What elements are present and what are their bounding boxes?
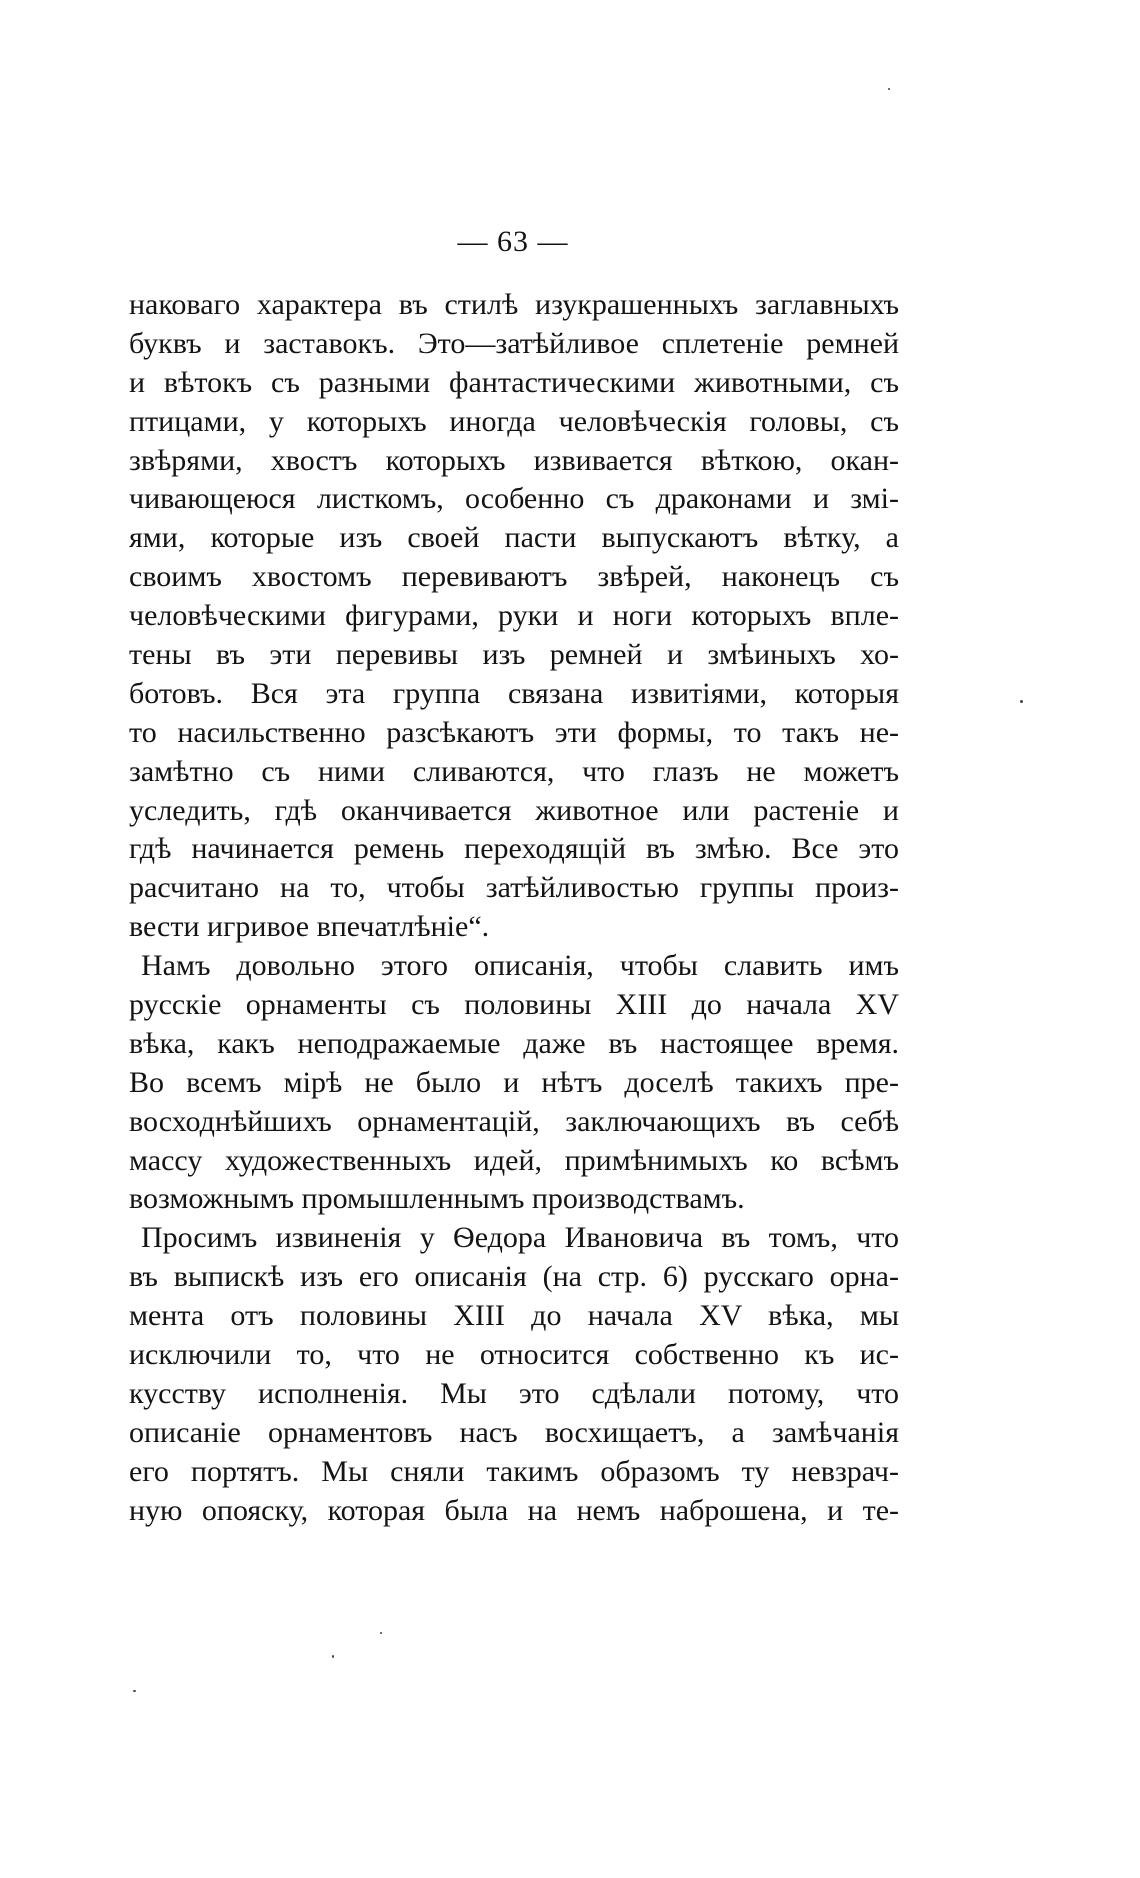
text-line: вести игривое впечатлѣніе“. [129, 910, 490, 944]
text-line: ную опояску, которая была на немъ наброшена, и те- [129, 1493, 899, 1527]
text-line: своимъ хвостомъ перевиваютъ звѣрей, наконецъ съ [129, 560, 899, 594]
text-line: расчитано на то, чтобы затѣйливостью группы произ- [129, 871, 899, 905]
scan-speck [380, 1632, 382, 1634]
text-line: человѣческими фигурами, руки и ноги которыхъ впле- [129, 599, 899, 633]
paragraph-3 [129, 1219, 899, 1530]
text-line: исключили то, что не относится собственно къ ис- [129, 1338, 899, 1372]
text-line: кусству исполненія. Мы это сдѣлали потому, что [129, 1376, 899, 1410]
scan-speck [888, 88, 890, 90]
text-line: уследить, гдѣ оканчивается животное или растеніе и [129, 793, 899, 827]
text-line: тены въ эти перевивы изъ ремней и змѣиныхъ хо- [129, 638, 899, 672]
scan-speck [133, 1690, 136, 1692]
text-line: ями, которые изъ своей пасти выпускаютъ вѣтку, а [129, 521, 899, 555]
text-line: описаніе орнаментовъ насъ восхищаетъ, а замѣчанія [129, 1415, 899, 1449]
text-line: Намъ довольно этого описанія, чтобы славить имъ [141, 949, 899, 983]
body-text [129, 286, 899, 1531]
text-line: въ выпискѣ изъ его описанія (на стр. 6) русскаго орна- [129, 1260, 899, 1294]
text-line: массу художественныхъ идей, примѣнимыхъ ко всѣмъ [129, 1143, 899, 1177]
text-line: замѣтно съ ними сливаются, что глазъ не можетъ [129, 754, 899, 788]
text-line: звѣрями, хвостъ которыхъ извивается вѣткою, окан- [129, 443, 899, 477]
text-line: гдѣ начинается ремень переходящій въ змѣю. Все это [129, 832, 899, 866]
paragraph-1 [129, 286, 899, 947]
page-number: — 63 — [457, 225, 569, 258]
text-line: чивающеюся листкомъ, особенно съ драконами и змі- [129, 482, 899, 516]
paragraph-2 [129, 947, 899, 1219]
text-line: Просимъ извиненія у Ѳедора Ивановича въ томъ, что [141, 1221, 899, 1255]
text-line: птицами, у которыхъ иногда человѣческія головы, съ [129, 404, 899, 438]
scan-speck [1020, 700, 1023, 703]
text-line: то насильственно разсѣкаютъ эти формы, то такъ не- [129, 715, 899, 749]
text-line: буквъ и заставокъ. Это—затѣйливое сплетеніе ремней [129, 326, 899, 360]
text-line: русскіе орнаменты съ половины XIII до начала XV [129, 988, 899, 1022]
text-line: восходнѣйшихъ орнаментацій, заключающихъ въ себѣ [129, 1104, 899, 1138]
text-line: наковаго характера въ стилѣ изукрашенныхъ заглавныхъ [129, 288, 899, 321]
text-line: возможнымъ промышленнымъ производствамъ. [129, 1182, 745, 1216]
text-line: мента отъ половины XIII до начала XV вѣка, мы [129, 1299, 899, 1333]
text-line: и вѣтокъ съ разными фантастическими животными, съ [129, 365, 899, 399]
text-line: ботовъ. Вся эта группа связана извитіями, которыя [129, 676, 899, 710]
scan-speck [332, 1655, 334, 1658]
text-line: вѣка, какъ неподражаемые даже въ настоящее время. [129, 1026, 899, 1060]
text-line: Во всемъ мірѣ не было и нѣтъ доселѣ такихъ пре- [129, 1065, 899, 1099]
text-line: его портятъ. Мы сняли такимъ образомъ ту невзрач- [129, 1454, 899, 1488]
